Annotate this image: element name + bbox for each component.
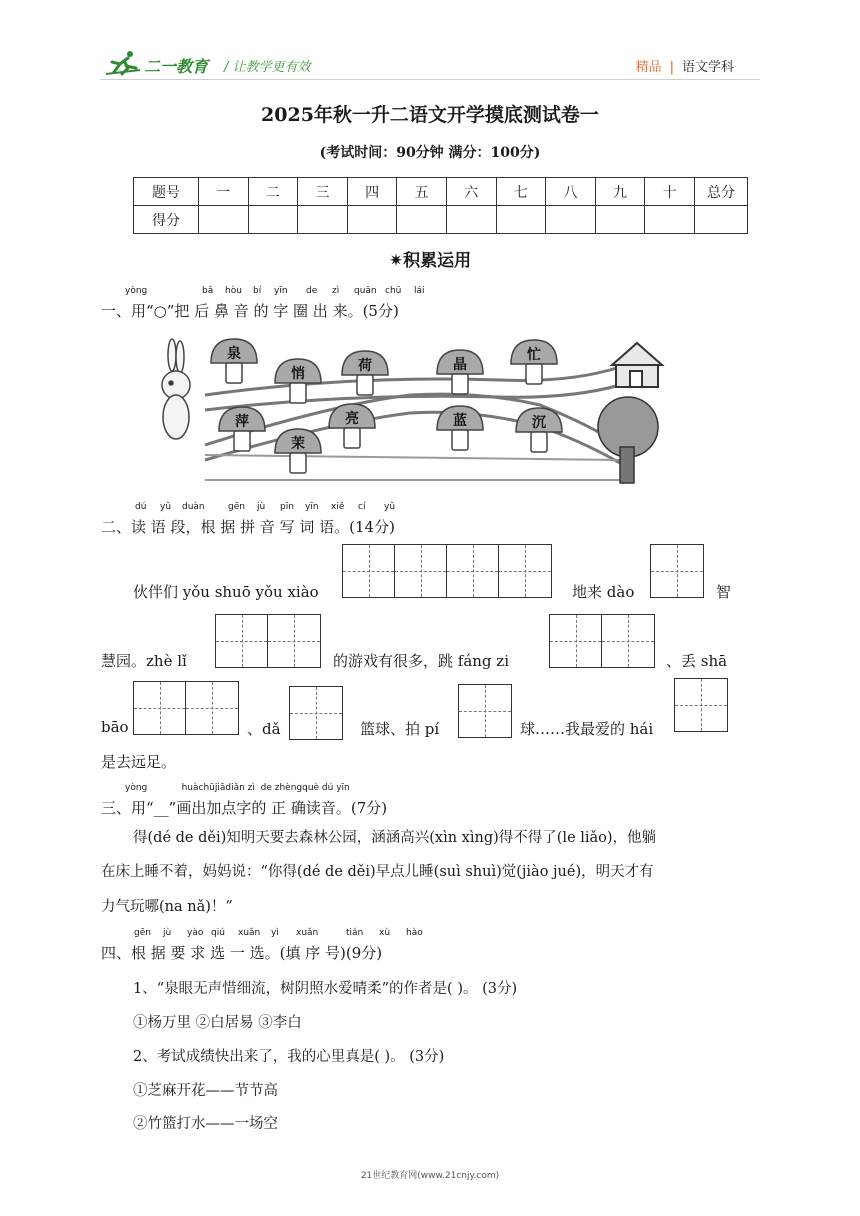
mushroom-char: 茉: [291, 436, 305, 452]
pinyin: gēn: [134, 928, 151, 938]
table-cell: 一: [199, 178, 249, 206]
tree-icon: [598, 397, 658, 483]
header-tags: 精品 | 语文学科: [635, 60, 734, 75]
pinyin: pīn: [280, 502, 294, 512]
q2-line1-b: 地来 dào: [572, 583, 635, 601]
pinyin: xuǎn: [296, 928, 319, 938]
mushroom-char: 蓝: [453, 413, 467, 429]
score-input-cell[interactable]: [496, 206, 546, 234]
table-cell: 六: [446, 178, 496, 206]
q2-line2-b: 的游戏有很多，跳 fáng zi: [333, 652, 509, 670]
mushroom-蓝[interactable]: [434, 404, 486, 454]
table-cell: 五: [397, 178, 447, 206]
pinyin: chū: [385, 286, 402, 296]
quality-tag: 精品: [635, 60, 662, 75]
score-table-header-row: [134, 178, 748, 206]
rabbit-icon: [162, 339, 190, 439]
pinyin: hòu: [225, 286, 242, 296]
pinyin: qiú: [211, 928, 225, 938]
table-cell: 八: [546, 178, 596, 206]
logo-runner-icon: [106, 50, 142, 80]
question-3-text: 三、用“__”画出加点字的 正 确读音。(7分): [101, 799, 388, 817]
table-cell: 总分: [695, 178, 748, 206]
q4-subquestion-2-option-2: ②竹篮打水——一场空: [133, 1116, 278, 1132]
table-cell: 得分: [134, 206, 199, 234]
score-input-cell[interactable]: [248, 206, 298, 234]
q4-subquestion-1: 1、“泉眼无声惜细流，树阴照水爱晴柔”的作者是( )。 (3分): [133, 981, 518, 997]
pinyin: yǔ: [384, 502, 396, 512]
score-table-score-row: [134, 206, 748, 234]
score-table: [133, 177, 748, 234]
mushroom-char: 忙: [527, 347, 541, 363]
table-cell: 题号: [134, 178, 199, 206]
q2-line4: 是去远足。: [101, 753, 177, 771]
mushroom-晶[interactable]: [434, 348, 486, 398]
q4-subquestion-2: 2、考试成绩快出来了，我的心里真是( )。 (3分): [133, 1049, 445, 1065]
pinyin: yòng: [125, 286, 148, 296]
brand-name: 二一教育: [144, 57, 209, 76]
mushroom-泉[interactable]: [208, 337, 260, 387]
mushroom-char: 晶: [453, 357, 467, 373]
score-input-cell[interactable]: [645, 206, 695, 234]
score-input-cell[interactable]: [546, 206, 596, 234]
mushroom-char: 荷: [358, 358, 372, 374]
pinyin: yòng huàchūjiādiǎn zì de zhèngquè dú yīn: [125, 783, 350, 793]
pinyin: xiě: [331, 502, 345, 512]
score-input-cell[interactable]: [446, 206, 496, 234]
page-subtitle: (考试时间：90分钟 满分：100分): [319, 145, 541, 161]
pinyin: zì: [332, 286, 340, 296]
score-input-cell[interactable]: [695, 206, 748, 234]
page-footer: 21世纪教育网(www.21cnjy.com): [360, 1171, 500, 1181]
mushroom-荷[interactable]: [339, 349, 391, 399]
table-cell: 七: [496, 178, 546, 206]
score-input-cell[interactable]: [347, 206, 397, 234]
mushroom-char: 亮: [345, 411, 359, 427]
q4-subquestion-2-option-1: ①芝麻开花——节节高: [133, 1083, 278, 1099]
answer-grid[interactable]: [650, 544, 704, 598]
pinyin: yīn: [305, 502, 319, 512]
q3-paragraph-3: 力气玩哪(na nǎ)！”: [101, 899, 233, 915]
q3-paragraph-2: 在床上睡不着，妈妈说：“你得(dé de děi)早点儿睡(suì shuì)觉(jiào jué)，明天才有: [101, 864, 654, 880]
question-1: [101, 286, 425, 321]
pinyin: tián: [346, 928, 364, 938]
pinyin: lái: [414, 286, 425, 296]
table-cell: 三: [298, 178, 348, 206]
mushroom-悄[interactable]: [272, 357, 324, 407]
answer-grid[interactable]: [289, 686, 343, 740]
pinyin: cí: [358, 502, 366, 512]
q2-line3-b: 、dǎ: [247, 720, 281, 738]
section-heading: ✷积累运用: [388, 251, 472, 271]
question-4: [101, 928, 423, 963]
pinyin: hào: [406, 928, 423, 938]
pinyin: yīn: [274, 286, 288, 296]
mushroom-char: 悄: [291, 366, 305, 382]
header-divider: [100, 79, 760, 80]
q2-line1-c: 智: [716, 583, 732, 601]
pinyin: yào: [187, 928, 204, 938]
q2-line2-c: 、丢 shā: [666, 652, 728, 670]
score-input-cell[interactable]: [397, 206, 447, 234]
subject-tag: 语文学科: [681, 60, 734, 75]
q2-line3-a: bāo: [101, 718, 129, 736]
q3-paragraph-1: 得(dé de děi)知明天要去森林公园，涵涵高兴(xìn xìng)得不得了(le liǎo)，他躺: [133, 830, 657, 846]
pinyin: xù: [379, 928, 391, 938]
mushroom-忙[interactable]: [508, 338, 560, 388]
q2-line2-a: 慧园。zhè lǐ: [101, 652, 187, 670]
mushroom-char: 萍: [235, 414, 249, 430]
score-input-cell[interactable]: [298, 206, 348, 234]
house-icon: [612, 343, 662, 387]
pinyin: jù: [163, 928, 172, 938]
mushroom-萍[interactable]: [216, 405, 268, 455]
q2-line1-a: 伙伴们 yǒu shuō yǒu xiào: [133, 583, 319, 601]
pinyin: de: [306, 286, 318, 296]
answer-grid[interactable]: [215, 614, 321, 668]
question-2: [101, 502, 396, 537]
table-cell: 十: [645, 178, 695, 206]
pinyin: bǎ: [202, 286, 214, 296]
pinyin: gēn: [228, 502, 245, 512]
score-input-cell[interactable]: [595, 206, 645, 234]
mushroom-沉[interactable]: [513, 406, 565, 456]
answer-grid[interactable]: [133, 681, 239, 735]
pinyin: dú: [135, 502, 147, 512]
pinyin: duàn: [182, 502, 205, 512]
mushroom-茉[interactable]: [272, 427, 324, 477]
table-cell: 九: [595, 178, 645, 206]
pinyin: jù: [257, 502, 266, 512]
table-cell: 四: [347, 178, 397, 206]
answer-grid[interactable]: [458, 684, 512, 738]
q4-subquestion-1-options: ①杨万里 ②白居易 ③李白: [133, 1015, 302, 1031]
q2-line3-d: 球……我最爱的 hái: [520, 720, 654, 738]
answer-grid[interactable]: [549, 614, 655, 668]
mushroom-亮[interactable]: [326, 402, 378, 452]
question-2-text: 二、读 语 段，根 据 拼 音 写 词 语。(14分): [101, 518, 395, 536]
score-input-cell[interactable]: [199, 206, 249, 234]
answer-grid[interactable]: [674, 678, 728, 732]
brand-slogan: / 让教学更有效: [224, 60, 311, 75]
pinyin: xuǎn: [238, 928, 261, 938]
question-3: [101, 783, 388, 818]
page-title: 2025年秋一升二语文开学摸底测试卷一: [261, 104, 599, 126]
question-4-text: 四、根 据 要 求 选 一 选。(填 序 号)(9分): [101, 944, 383, 962]
table-cell: 二: [248, 178, 298, 206]
pinyin: yì: [271, 928, 279, 938]
pinyin: bí: [253, 286, 262, 296]
q2-line3-c: 篮球、拍 pí: [360, 720, 440, 738]
mushroom-char: 泉: [227, 346, 241, 362]
mushroom-char: 沉: [532, 415, 546, 431]
pinyin: yǔ: [160, 502, 172, 512]
pinyin: quān: [354, 286, 377, 296]
answer-grid[interactable]: [342, 544, 552, 598]
question-1-text: 一、用“○”把 后 鼻 音 的 字 圈 出 来。(5分): [101, 302, 399, 320]
